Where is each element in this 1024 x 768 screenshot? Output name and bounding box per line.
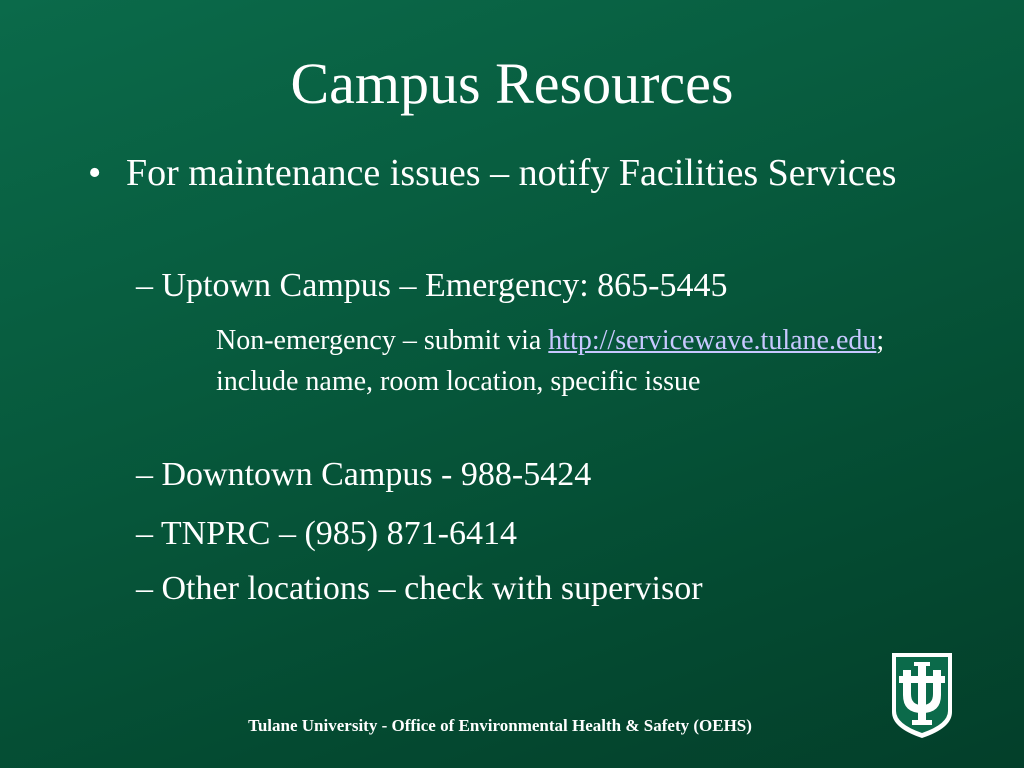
footer-text: Tulane University - Office of Environmental Health & Safety (OEHS) <box>248 716 752 735</box>
servicewave-link[interactable]: http://servicewave.tulane.edu <box>548 325 877 356</box>
sub-item-uptown: – Uptown Campus – Emergency: 865-5445 <box>136 267 728 304</box>
sub-item-tnprc: – TNPRC – (985) 871-6414 <box>136 515 517 552</box>
note-suffix: ; include name, room location, specific issue <box>216 325 885 397</box>
tulane-shield-icon <box>889 650 955 740</box>
non-emergency-note <box>216 320 956 402</box>
sub-item-downtown: – Downtown Campus - 988-5424 <box>136 456 592 493</box>
sub-item-other: – Other locations – check with supervisor <box>136 570 703 607</box>
main-bullet-text: For maintenance issues – notify Facilities Services <box>126 152 897 194</box>
slide-title: Campus Resources <box>290 51 734 116</box>
bullet-marker: • <box>88 152 102 194</box>
note-prefix: Non-emergency – submit via <box>216 325 549 356</box>
main-bullet <box>90 148 920 198</box>
